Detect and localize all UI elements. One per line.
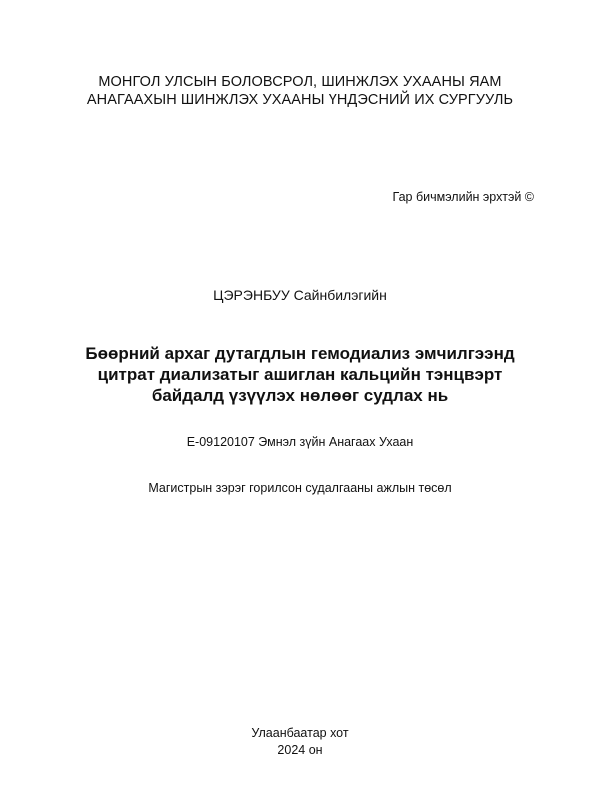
footer-city: Улаанбаатар хот	[251, 726, 349, 740]
ministry-name: МОНГОЛ УЛСЫН БОЛОВСРОЛ, ШИНЖЛЭХ УХААНЫ ЯАМ	[98, 74, 502, 90]
copyright-notice: Гар бичмэлийн эрхтэй ©	[392, 190, 534, 204]
footer-year: 2024 он	[277, 743, 323, 757]
thesis-title-line-3: байдалд үзүүлэх нөлөөг судлах нь	[151, 386, 449, 405]
program-code: E-09120107 Эмнэл зүйн Анагаах Ухаан	[186, 435, 414, 449]
author-name: ЦЭРЭНБУУ Сайнбилэгийн	[213, 287, 387, 303]
thesis-title-line-1: Бөөрний архаг дутагдлын гемодиализ эмчилгээнд	[85, 344, 515, 363]
thesis-title-line-2: цитрат диализатыг ашиглан кальцийн тэнцвэрт	[97, 365, 503, 384]
university-name: АНАГААХЫН ШИНЖЛЭХ УХААНЫ ҮНДЭСНИЙ ИХ СУРГУУЛЬ	[86, 92, 514, 108]
proposal-description: Магистрын зэрэг горилсон судалгааны ажлын төсөл	[148, 481, 452, 495]
